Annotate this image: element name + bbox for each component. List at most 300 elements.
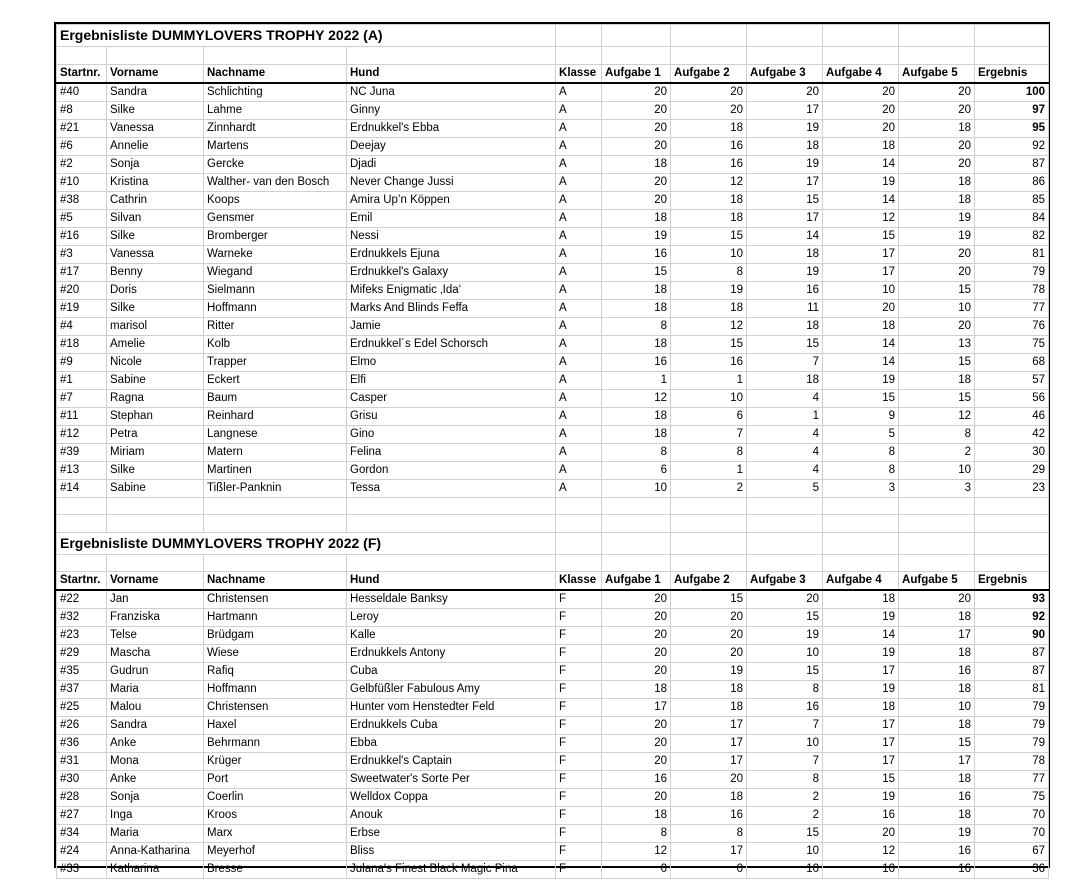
table-cell: 20 [602, 173, 671, 191]
table-cell: Erdnukkels Ejuna [347, 245, 556, 263]
table-cell: 18 [747, 137, 823, 155]
empty-cell [823, 554, 899, 572]
table-cell: Miriam [107, 443, 204, 461]
table-row [57, 425, 1049, 443]
table-cell: 20 [602, 789, 671, 807]
header-row [57, 572, 1049, 591]
table-cell: #16 [57, 227, 107, 245]
table-cell: #23 [57, 627, 107, 645]
table-cell: 16 [899, 843, 975, 861]
empty-cell [975, 515, 1049, 533]
table-cell: 77 [975, 299, 1049, 317]
table-cell: 10 [747, 735, 823, 753]
table-cell: Silke [107, 461, 204, 479]
empty-cell [107, 497, 204, 515]
empty-cell [899, 25, 975, 47]
table-cell: 15 [747, 335, 823, 353]
table-cell: F [556, 663, 602, 681]
column-header: Aufgabe 3 [747, 572, 823, 591]
table-cell: 19 [823, 681, 899, 699]
table-cell: 10 [823, 861, 899, 879]
table-cell: 14 [823, 155, 899, 173]
table-cell: Julana's Finest Black Magic Pina [347, 861, 556, 879]
table-cell: Annelie [107, 137, 204, 155]
table-cell: 20 [899, 317, 975, 335]
table-cell: 19 [823, 609, 899, 627]
empty-cell [347, 497, 556, 515]
table-cell: A [556, 389, 602, 407]
table-cell: Silke [107, 299, 204, 317]
table-cell: Hartmann [204, 609, 347, 627]
table-cell: Ritter [204, 317, 347, 335]
table-cell: 70 [975, 807, 1049, 825]
empty-cell [204, 515, 347, 533]
table-cell: 18 [899, 717, 975, 735]
table-cell: 15 [747, 191, 823, 209]
table-cell: 75 [975, 335, 1049, 353]
table-cell: Behrmann [204, 735, 347, 753]
table-cell: 20 [602, 191, 671, 209]
table-cell: #13 [57, 461, 107, 479]
table-row [57, 753, 1049, 771]
table-cell: F [556, 590, 602, 609]
table-cell: 18 [823, 317, 899, 335]
table-cell: F [556, 645, 602, 663]
table-cell: 18 [899, 645, 975, 663]
table-cell: NC Juna [347, 83, 556, 102]
table-cell: 15 [747, 825, 823, 843]
empty-cell [975, 554, 1049, 572]
table-cell: 18 [899, 371, 975, 389]
table-cell: #12 [57, 425, 107, 443]
empty-cell [747, 25, 823, 47]
table-cell: 10 [671, 389, 747, 407]
table-cell: 17 [671, 735, 747, 753]
table-row [57, 681, 1049, 699]
table-cell: 97 [975, 101, 1049, 119]
table-cell: 76 [975, 317, 1049, 335]
table-cell: 36 [975, 861, 1049, 879]
table-row [57, 209, 1049, 227]
section-title: Ergebnisliste DUMMYLOVERS TROPHY 2022 (A) [57, 25, 556, 47]
table-cell: #34 [57, 825, 107, 843]
table-cell: 10 [899, 299, 975, 317]
table-cell: 10 [747, 861, 823, 879]
table-cell: 17 [899, 753, 975, 771]
table-row [57, 227, 1049, 245]
table-cell: #30 [57, 771, 107, 789]
table-cell: 19 [823, 173, 899, 191]
table-cell: 8 [602, 317, 671, 335]
table-cell: 19 [671, 281, 747, 299]
table-cell: #33 [57, 861, 107, 879]
empty-cell [602, 532, 671, 554]
table-cell: 15 [899, 389, 975, 407]
column-header: Nachname [204, 64, 347, 83]
table-cell: 75 [975, 789, 1049, 807]
table-cell: 17 [899, 627, 975, 645]
table-cell: 3 [823, 479, 899, 497]
table-cell: 19 [823, 789, 899, 807]
table-cell: 20 [602, 717, 671, 735]
table-cell: 18 [899, 681, 975, 699]
empty-cell [823, 532, 899, 554]
column-header: Startnr. [57, 64, 107, 83]
table-cell: 15 [747, 609, 823, 627]
table-cell: 90 [975, 627, 1049, 645]
table-cell: Grisu [347, 407, 556, 425]
table-cell: A [556, 263, 602, 281]
table-cell: 85 [975, 191, 1049, 209]
table-cell: 8 [899, 425, 975, 443]
table-cell: Silvan [107, 209, 204, 227]
table-cell: Rafiq [204, 663, 347, 681]
table-cell: 20 [671, 101, 747, 119]
table-cell: 6 [602, 461, 671, 479]
column-header: Aufgabe 4 [823, 572, 899, 591]
column-header: Nachname [204, 572, 347, 591]
table-cell: Walther- van den Bosch [204, 173, 347, 191]
table-row [57, 317, 1049, 335]
table-cell: Coerlin [204, 789, 347, 807]
table-cell: 15 [823, 771, 899, 789]
table-cell: 18 [671, 699, 747, 717]
empty-cell [556, 47, 602, 65]
table-cell: 15 [671, 335, 747, 353]
empty-cell [671, 47, 747, 65]
table-cell: 4 [747, 443, 823, 461]
table-cell: #28 [57, 789, 107, 807]
column-header: Ergebnis [975, 572, 1049, 591]
table-cell: 17 [747, 173, 823, 191]
header-row [57, 64, 1049, 83]
table-row [57, 627, 1049, 645]
table-cell: 13 [899, 335, 975, 353]
column-header: Aufgabe 5 [899, 64, 975, 83]
table-cell: #40 [57, 83, 107, 102]
table-cell: 14 [823, 627, 899, 645]
column-header: Klasse [556, 64, 602, 83]
column-header: Aufgabe 2 [671, 572, 747, 591]
table-cell: 15 [899, 281, 975, 299]
table-cell: 8 [602, 825, 671, 843]
table-cell: 17 [823, 263, 899, 281]
table-cell: Erdnukkel's Galaxy [347, 263, 556, 281]
table-cell: 10 [747, 843, 823, 861]
table-cell: #38 [57, 191, 107, 209]
table-cell: 18 [602, 681, 671, 699]
table-row [57, 263, 1049, 281]
table-cell: Leroy [347, 609, 556, 627]
table-cell: 18 [602, 281, 671, 299]
empty-cell [899, 497, 975, 515]
table-cell: 10 [602, 479, 671, 497]
table-cell: 87 [975, 663, 1049, 681]
table-cell: 78 [975, 753, 1049, 771]
table-cell: 16 [899, 789, 975, 807]
table-cell: 16 [747, 281, 823, 299]
table-cell: A [556, 371, 602, 389]
table-row [57, 461, 1049, 479]
table-cell: 15 [899, 735, 975, 753]
table-cell: 10 [747, 645, 823, 663]
table-cell: Kolb [204, 335, 347, 353]
table-cell: Krüger [204, 753, 347, 771]
table-cell: Meyerhof [204, 843, 347, 861]
table-cell: 3 [899, 479, 975, 497]
table-cell: 19 [747, 155, 823, 173]
table-cell: 12 [899, 407, 975, 425]
table-cell: 8 [671, 263, 747, 281]
table-cell: #11 [57, 407, 107, 425]
table-cell: Warneke [204, 245, 347, 263]
table-cell: 8 [823, 461, 899, 479]
table-cell: Ginny [347, 101, 556, 119]
table-cell: 18 [602, 209, 671, 227]
table-cell: 18 [602, 299, 671, 317]
table-cell: 100 [975, 83, 1049, 102]
table-cell: 0 [602, 861, 671, 879]
table-row [57, 371, 1049, 389]
column-header: Aufgabe 4 [823, 64, 899, 83]
table-row [57, 173, 1049, 191]
table-row [57, 353, 1049, 371]
table-cell: Hoffmann [204, 681, 347, 699]
table-cell: A [556, 83, 602, 102]
table-row [57, 245, 1049, 263]
table-cell: #1 [57, 371, 107, 389]
table-cell: Marx [204, 825, 347, 843]
empty-cell [899, 532, 975, 554]
table-cell: Reinhard [204, 407, 347, 425]
empty-cell [602, 47, 671, 65]
table-cell: 8 [747, 771, 823, 789]
table-row [57, 645, 1049, 663]
table-cell: Wiegand [204, 263, 347, 281]
table-cell: 77 [975, 771, 1049, 789]
table-row [57, 335, 1049, 353]
column-header: Aufgabe 1 [602, 64, 671, 83]
table-row [57, 389, 1049, 407]
table-cell: 15 [602, 263, 671, 281]
table-cell: Erdnukkel´s Edel Schorsch [347, 335, 556, 353]
empty-cell [899, 47, 975, 65]
table-cell: 84 [975, 209, 1049, 227]
table-cell: A [556, 425, 602, 443]
empty-cell [602, 497, 671, 515]
table-cell: 19 [747, 263, 823, 281]
table-cell: 4 [747, 425, 823, 443]
table-row [57, 119, 1049, 137]
table-cell: Martinen [204, 461, 347, 479]
table-cell: 18 [899, 173, 975, 191]
empty-cell [204, 497, 347, 515]
table-cell: Gino [347, 425, 556, 443]
table-cell: Jan [107, 590, 204, 609]
table-cell: 20 [899, 101, 975, 119]
empty-cell [57, 497, 107, 515]
table-cell: Gelbfüßler Fabulous Amy [347, 681, 556, 699]
table-cell: 86 [975, 173, 1049, 191]
table-cell: 8 [671, 825, 747, 843]
empty-cell [57, 515, 107, 533]
table-cell: 18 [602, 807, 671, 825]
spacer-row [57, 515, 1049, 533]
table-cell: Never Change Jussi [347, 173, 556, 191]
table-cell: 56 [975, 389, 1049, 407]
table-cell: Doris [107, 281, 204, 299]
table-cell: 20 [602, 627, 671, 645]
table-cell: A [556, 317, 602, 335]
table-cell: 16 [747, 699, 823, 717]
table-cell: A [556, 191, 602, 209]
table-cell: Djadi [347, 155, 556, 173]
empty-cell [975, 47, 1049, 65]
section-title-row [57, 25, 1049, 47]
table-cell: Brüdgam [204, 627, 347, 645]
table-cell: 20 [823, 101, 899, 119]
table-cell: 81 [975, 245, 1049, 263]
table-row [57, 155, 1049, 173]
table-row [57, 825, 1049, 843]
table-cell: Kristina [107, 173, 204, 191]
table-cell: Katharina [107, 861, 204, 879]
table-cell: #25 [57, 699, 107, 717]
table-cell: #18 [57, 335, 107, 353]
table-cell: Sielmann [204, 281, 347, 299]
table-cell: 17 [747, 209, 823, 227]
table-cell: 7 [747, 717, 823, 735]
table-cell: 19 [899, 209, 975, 227]
table-cell: Sonja [107, 155, 204, 173]
table-cell: Erdnukkel's Ebba [347, 119, 556, 137]
table-cell: 87 [975, 645, 1049, 663]
table-cell: #14 [57, 479, 107, 497]
spacer-row [57, 497, 1049, 515]
table-cell: 1 [602, 371, 671, 389]
table-cell: 18 [671, 789, 747, 807]
empty-cell [204, 47, 347, 65]
table-cell: A [556, 299, 602, 317]
table-cell: Erdnukkels Antony [347, 645, 556, 663]
table-cell: Kroos [204, 807, 347, 825]
table-cell: 15 [899, 353, 975, 371]
table-cell: 46 [975, 407, 1049, 425]
table-cell: 16 [671, 137, 747, 155]
table-cell: 16 [671, 155, 747, 173]
table-cell: 82 [975, 227, 1049, 245]
table-cell: #22 [57, 590, 107, 609]
table-cell: Gudrun [107, 663, 204, 681]
table-cell: Sweetwater's Sorte Per [347, 771, 556, 789]
table-cell: #10 [57, 173, 107, 191]
table-cell: 87 [975, 155, 1049, 173]
table-cell: #19 [57, 299, 107, 317]
table-cell: Hesseldale Banksy [347, 590, 556, 609]
table-cell: 15 [823, 389, 899, 407]
table-cell: 2 [671, 479, 747, 497]
table-cell: Maria [107, 681, 204, 699]
table-cell: Elfi [347, 371, 556, 389]
table-row [57, 735, 1049, 753]
table-cell: A [556, 101, 602, 119]
table-cell: 18 [747, 245, 823, 263]
section-title-row [57, 532, 1049, 554]
table-cell: 20 [823, 83, 899, 102]
empty-cell [556, 532, 602, 554]
table-cell: Erbse [347, 825, 556, 843]
table-cell: 15 [671, 590, 747, 609]
empty-cell [671, 515, 747, 533]
table-cell: 20 [602, 609, 671, 627]
table-cell: 12 [671, 173, 747, 191]
column-header: Klasse [556, 572, 602, 591]
table-cell: Stephan [107, 407, 204, 425]
table-cell: 79 [975, 263, 1049, 281]
table-cell: 20 [899, 263, 975, 281]
table-cell: A [556, 245, 602, 263]
table-cell: 57 [975, 371, 1049, 389]
table-cell: 79 [975, 717, 1049, 735]
table-cell: 1 [671, 371, 747, 389]
table-row [57, 609, 1049, 627]
table-cell: Felina [347, 443, 556, 461]
table-cell: #37 [57, 681, 107, 699]
table-cell: 8 [823, 443, 899, 461]
empty-cell [602, 25, 671, 47]
table-cell: 17 [602, 699, 671, 717]
table-row [57, 407, 1049, 425]
table-row [57, 861, 1049, 879]
table-row [57, 299, 1049, 317]
table-cell: 18 [671, 681, 747, 699]
table-cell: 16 [602, 245, 671, 263]
table-cell: F [556, 753, 602, 771]
empty-cell [975, 497, 1049, 515]
table-cell: Koops [204, 191, 347, 209]
table-cell: #5 [57, 209, 107, 227]
table-cell: Tessa [347, 479, 556, 497]
table-cell: 7 [747, 353, 823, 371]
table-cell: #26 [57, 717, 107, 735]
table-cell: Anke [107, 735, 204, 753]
table-cell: #6 [57, 137, 107, 155]
table-cell: A [556, 155, 602, 173]
empty-cell [747, 554, 823, 572]
table-cell: A [556, 173, 602, 191]
table-cell: Mona [107, 753, 204, 771]
empty-cell [107, 47, 204, 65]
table-row [57, 807, 1049, 825]
table-cell: 18 [823, 699, 899, 717]
table-cell: F [556, 861, 602, 879]
table-cell: 19 [747, 627, 823, 645]
table-cell: 16 [899, 861, 975, 879]
table-cell: 11 [747, 299, 823, 317]
table-cell: Vanessa [107, 245, 204, 263]
empty-cell [823, 497, 899, 515]
table-cell: 20 [602, 137, 671, 155]
table-cell: F [556, 627, 602, 645]
table-cell: 20 [602, 101, 671, 119]
table-cell: A [556, 407, 602, 425]
table-cell: 20 [602, 119, 671, 137]
table-cell: #8 [57, 101, 107, 119]
results-table [56, 24, 1049, 879]
column-header: Aufgabe 3 [747, 64, 823, 83]
table-cell: 20 [602, 735, 671, 753]
empty-cell [347, 554, 556, 572]
